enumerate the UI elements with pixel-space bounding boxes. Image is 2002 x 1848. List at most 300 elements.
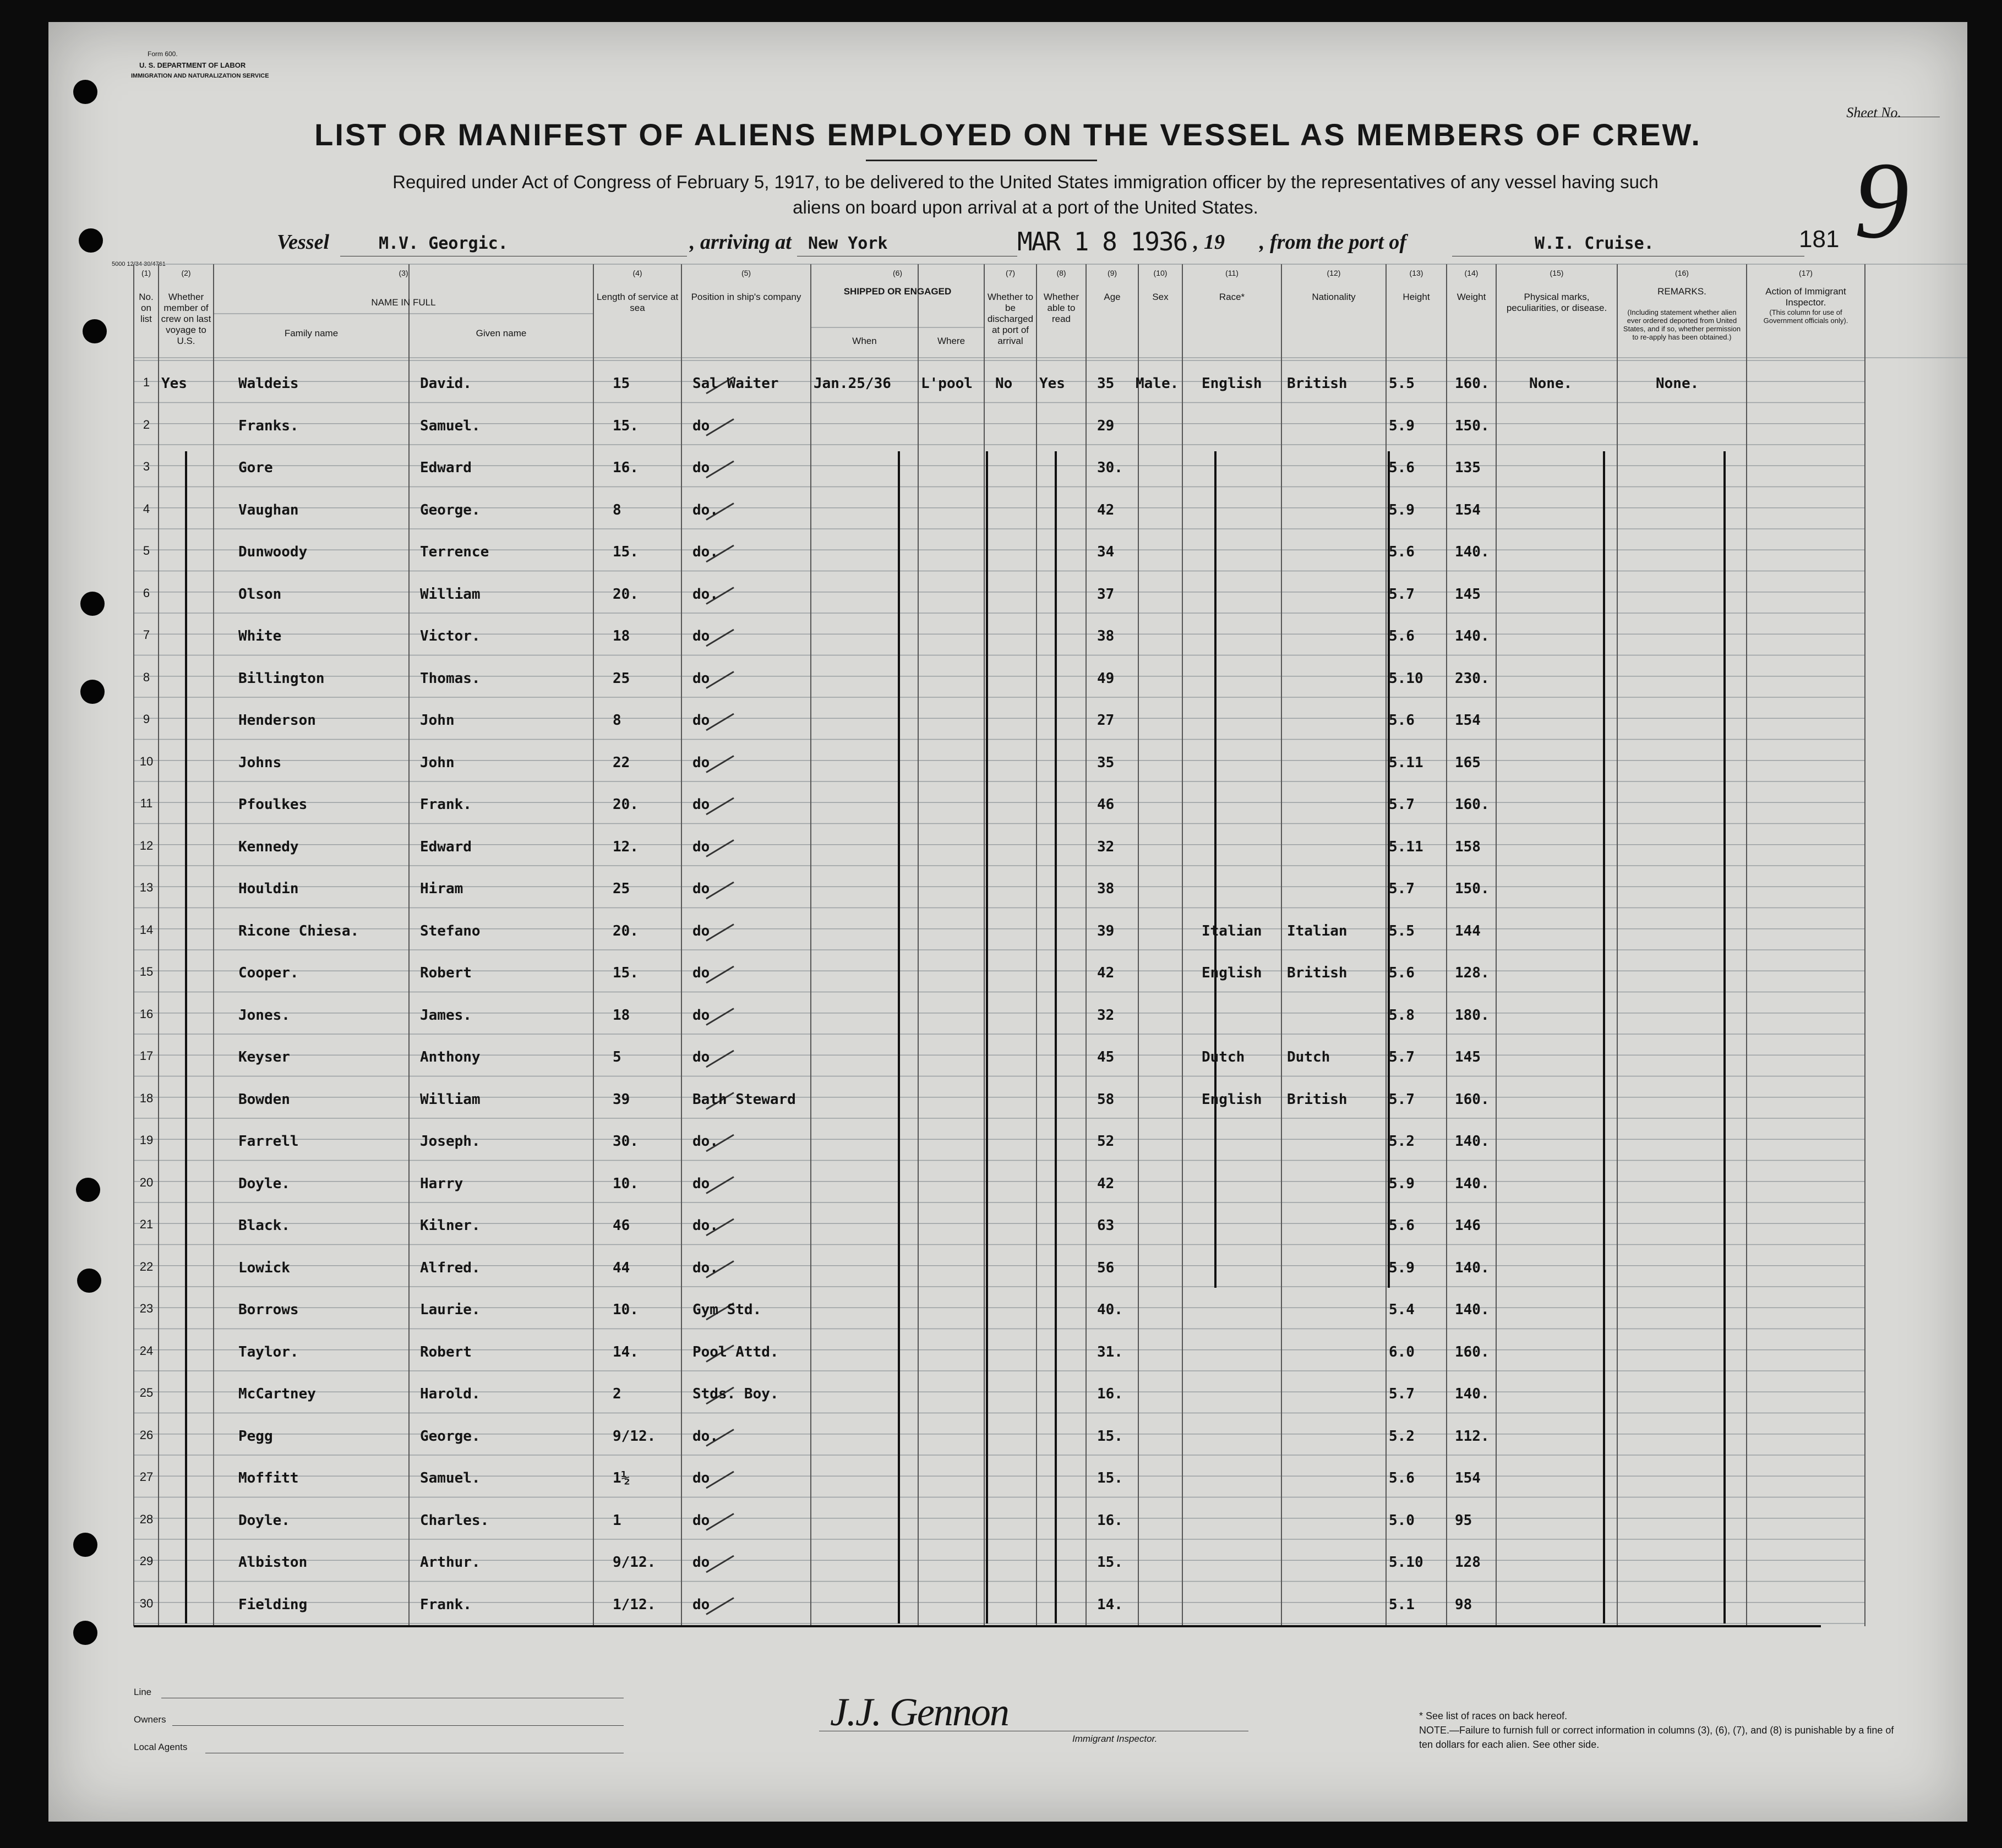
cell-weight: 140. bbox=[1455, 1133, 1490, 1150]
sheet-number-handwritten: 9 bbox=[1854, 140, 1909, 261]
column-subnote: (This column for use of Government officials only). bbox=[1763, 308, 1848, 325]
cell-height: 5.8 bbox=[1389, 1007, 1415, 1024]
arrival-date-stamp: MAR 1 8 1936 bbox=[1017, 227, 1187, 256]
cell-given: Arthur. bbox=[420, 1554, 481, 1571]
owners-field bbox=[172, 1725, 624, 1726]
cell-given: Robert bbox=[420, 965, 472, 981]
cell-age: 42 bbox=[1097, 501, 1115, 518]
cell-family: Waldeis bbox=[238, 375, 299, 392]
column-number: (13) bbox=[1409, 269, 1423, 277]
cell-age: 15. bbox=[1097, 1470, 1123, 1486]
cell-height: 5.5 bbox=[1389, 375, 1415, 392]
cell-given: William bbox=[420, 586, 481, 603]
cell-service: 15. bbox=[613, 417, 639, 434]
cell-n: 10 bbox=[139, 754, 154, 768]
column-lines bbox=[134, 264, 1865, 1626]
cell-n: 9 bbox=[143, 712, 150, 726]
cell-height: 5.9 bbox=[1389, 417, 1415, 434]
column-header: Age bbox=[1104, 292, 1121, 302]
cell-age: 39 bbox=[1097, 922, 1115, 939]
ditto-slash bbox=[706, 714, 734, 730]
cell-height: 5.7 bbox=[1389, 796, 1415, 813]
column-number: (2) bbox=[181, 269, 191, 277]
column-number: (16) bbox=[1675, 269, 1689, 277]
cell-position: do bbox=[692, 1175, 710, 1192]
cell-n: 30 bbox=[139, 1596, 154, 1610]
cell-marks: None. bbox=[1529, 375, 1573, 392]
cell-service: 25 bbox=[613, 670, 630, 687]
cell-sex: Male. bbox=[1136, 375, 1179, 392]
ditto-slash bbox=[706, 1051, 734, 1067]
manifest-number: 181 bbox=[1799, 226, 1840, 253]
cell-position: Stds. Boy. bbox=[692, 1386, 779, 1402]
cell-age: 35 bbox=[1097, 754, 1115, 771]
cell-family: Borrows bbox=[238, 1302, 299, 1318]
cell-service: 20. bbox=[613, 922, 639, 939]
cell-given: Edward bbox=[420, 838, 472, 855]
cell-service: 2 bbox=[613, 1386, 621, 1402]
cell-position: do bbox=[692, 1512, 710, 1529]
column-header: Whether able to read bbox=[1043, 292, 1079, 324]
column-number: (4) bbox=[632, 269, 642, 277]
cell-n: 1 bbox=[143, 375, 150, 389]
cell-family: Ricone Chiesa. bbox=[238, 922, 359, 939]
column-header: Sex bbox=[1152, 292, 1169, 302]
owners-label: Owners bbox=[134, 1714, 166, 1725]
cell-service: 14. bbox=[613, 1343, 639, 1360]
cell-weight: 160. bbox=[1455, 1343, 1490, 1360]
column-number: (9) bbox=[1107, 269, 1117, 277]
cell-n: 26 bbox=[139, 1428, 154, 1442]
column-header: Length of service at sea bbox=[596, 292, 679, 313]
cell-family: Olson bbox=[238, 586, 282, 603]
cell-position: do bbox=[692, 670, 710, 687]
cell-age: 40. bbox=[1097, 1302, 1123, 1318]
cell-weight: 230. bbox=[1455, 670, 1490, 687]
cell-service: 15. bbox=[613, 544, 639, 560]
cell-position: do bbox=[692, 1049, 710, 1065]
cell-family: Lowick bbox=[238, 1259, 290, 1276]
cell-weight: 150. bbox=[1455, 417, 1490, 434]
cell-age: 16. bbox=[1097, 1512, 1123, 1529]
cell-weight: 95 bbox=[1455, 1512, 1472, 1529]
cell-age: 38 bbox=[1097, 628, 1115, 644]
ditto-slash bbox=[706, 1177, 734, 1194]
print-code: 5000 12/34 30/4761 bbox=[112, 261, 166, 267]
inspector-signature: J.J. Gennon bbox=[830, 1690, 1008, 1734]
ditto-slash bbox=[706, 756, 734, 773]
cell-given: George. bbox=[420, 501, 481, 518]
cell-n: 24 bbox=[139, 1343, 154, 1358]
cell-age: 63 bbox=[1097, 1217, 1115, 1234]
cell-height: 5.6 bbox=[1389, 1470, 1415, 1486]
cell-service: 9/12. bbox=[613, 1554, 656, 1571]
cell-position: do bbox=[692, 1554, 710, 1571]
cell-height: 5.6 bbox=[1389, 460, 1415, 476]
cell-disch: No bbox=[995, 375, 1013, 392]
cell-family: White bbox=[238, 628, 282, 644]
cell-given: Samuel. bbox=[420, 417, 481, 434]
cell-given: Edward bbox=[420, 460, 472, 476]
cell-given: Charles. bbox=[420, 1512, 489, 1529]
cell-n: 19 bbox=[139, 1133, 154, 1147]
cell-remarks: None. bbox=[1656, 375, 1699, 392]
cell-given: Anthony bbox=[420, 1049, 481, 1065]
cell-family: Jones. bbox=[238, 1007, 290, 1024]
cell-age: 56 bbox=[1097, 1259, 1115, 1276]
cell-service: 8 bbox=[613, 501, 621, 518]
cell-family: Doyle. bbox=[238, 1175, 290, 1192]
column-header: Height bbox=[1403, 292, 1430, 302]
cell-age: 30. bbox=[1097, 460, 1123, 476]
cell-position: do. bbox=[692, 1133, 718, 1150]
arriving-label: , arriving at bbox=[690, 231, 792, 254]
manifest-sheet bbox=[48, 22, 1967, 1822]
cell-service: 22 bbox=[613, 754, 630, 771]
cell-position: do bbox=[692, 965, 710, 981]
cell-given: John bbox=[420, 712, 455, 729]
column-header: Whether member of crew on last voyage to U.S. bbox=[161, 292, 211, 346]
cell-n: 14 bbox=[139, 922, 154, 937]
cell-height: 5.9 bbox=[1389, 501, 1415, 518]
cell-weight: 165 bbox=[1455, 754, 1481, 771]
cell-n: 4 bbox=[143, 501, 150, 516]
ditto-slash bbox=[706, 672, 734, 688]
cell-service: 20. bbox=[613, 796, 639, 813]
ditto-slash bbox=[706, 925, 734, 941]
cell-given: Harold. bbox=[420, 1386, 481, 1402]
department-name: U. S. DEPARTMENT OF LABOR bbox=[139, 61, 246, 69]
cell-height: 5.6 bbox=[1389, 544, 1415, 560]
cell-given: Hiram bbox=[420, 881, 463, 897]
cell-position: do. bbox=[692, 501, 718, 518]
cell-weight: 140. bbox=[1455, 1386, 1490, 1402]
cell-family: Houldin bbox=[238, 881, 299, 897]
column-number: (1) bbox=[141, 269, 151, 277]
cell-service: 20. bbox=[613, 586, 639, 603]
cell-service: 44 bbox=[613, 1259, 630, 1276]
column-header: No. on list bbox=[139, 292, 154, 324]
cell-weight: 146 bbox=[1455, 1217, 1481, 1234]
cell-position: do bbox=[692, 796, 710, 813]
cell-n: 13 bbox=[139, 881, 154, 894]
cell-given: Frank. bbox=[420, 1596, 472, 1613]
cell-weight: 160. bbox=[1455, 375, 1490, 392]
cell-service: 25 bbox=[613, 881, 630, 897]
cell-height: 5.10 bbox=[1389, 670, 1423, 687]
cell-given: Frank. bbox=[420, 796, 472, 813]
cell-position: do. bbox=[692, 1259, 718, 1276]
column-header: Race* bbox=[1219, 292, 1245, 302]
cell-given: George. bbox=[420, 1428, 481, 1445]
cell-family: Dunwoody bbox=[238, 544, 308, 560]
cell-age: 38 bbox=[1097, 881, 1115, 897]
ditto-slash bbox=[706, 630, 734, 646]
cell-n: 16 bbox=[139, 1007, 154, 1021]
from-port: W.I. Cruise. bbox=[1535, 234, 1654, 253]
column-header: REMARKS. bbox=[1657, 286, 1706, 297]
ditto-slash bbox=[706, 1009, 734, 1025]
cell-weight: 150. bbox=[1455, 881, 1490, 897]
cell-service: 15. bbox=[613, 965, 639, 981]
cell-position: do. bbox=[692, 586, 718, 603]
cell-age: 37 bbox=[1097, 586, 1115, 603]
cell-n: 28 bbox=[139, 1512, 154, 1526]
cell-position: do. bbox=[692, 1428, 718, 1445]
column-number: (8) bbox=[1056, 269, 1066, 277]
cell-weight: 154 bbox=[1455, 712, 1481, 729]
cell-read: Yes bbox=[1039, 375, 1065, 392]
cell-family: Pfoulkes bbox=[238, 796, 308, 813]
column-header: NAME IN FULL bbox=[371, 297, 436, 308]
cell-weight: 140. bbox=[1455, 544, 1490, 560]
ditto-slash bbox=[706, 1514, 734, 1530]
ditto-slash bbox=[706, 966, 734, 983]
cell-height: 5.5 bbox=[1389, 922, 1415, 939]
cell-age: 49 bbox=[1097, 670, 1115, 687]
column-number: (10) bbox=[1153, 269, 1168, 277]
column-header: Nationality bbox=[1312, 292, 1356, 302]
cell-family: Farrell bbox=[238, 1133, 299, 1150]
cell-age: 32 bbox=[1097, 838, 1115, 855]
cell-n: 25 bbox=[139, 1386, 154, 1399]
ditto-slash bbox=[706, 1472, 734, 1488]
cell-position: do bbox=[692, 1007, 710, 1024]
sheet-no-label: Sheet No. bbox=[1846, 105, 1901, 121]
cell-service: 39 bbox=[613, 1091, 630, 1108]
cell-age: 16. bbox=[1097, 1386, 1123, 1402]
cell-family: Vaughan bbox=[238, 501, 299, 518]
cell-family: Kennedy bbox=[238, 838, 299, 855]
cell-when: Jan.25/36 bbox=[814, 375, 891, 392]
cell-weight: 154 bbox=[1455, 501, 1481, 518]
cell-age: 14. bbox=[1097, 1596, 1123, 1613]
column-header: Action of Immigrant Inspector. bbox=[1765, 286, 1846, 308]
cell-given: Thomas. bbox=[420, 670, 481, 687]
cell-nat: Dutch bbox=[1287, 1049, 1330, 1065]
cell-weight: 158 bbox=[1455, 838, 1481, 855]
cell-given: Terrence bbox=[420, 544, 489, 560]
cell-n: 21 bbox=[139, 1217, 154, 1231]
vessel-label: Vessel bbox=[277, 231, 329, 254]
column-header: Position in ship's company bbox=[691, 292, 801, 302]
cell-n: 12 bbox=[139, 838, 154, 852]
cell-height: 5.7 bbox=[1389, 1049, 1415, 1065]
cell-age: 15. bbox=[1097, 1428, 1123, 1445]
cell-n: 8 bbox=[143, 670, 150, 684]
cell-service: 18 bbox=[613, 1007, 630, 1024]
cell-family: Bowden bbox=[238, 1091, 290, 1108]
cell-age: 45 bbox=[1097, 1049, 1115, 1065]
cell-height: 5.7 bbox=[1389, 586, 1415, 603]
ditto-slash bbox=[706, 1598, 734, 1615]
cell-height: 5.2 bbox=[1389, 1133, 1415, 1150]
cell-height: 5.0 bbox=[1389, 1512, 1415, 1529]
cell-nat: British bbox=[1287, 375, 1348, 392]
cell-weight: 160. bbox=[1455, 796, 1490, 813]
column-number: (14) bbox=[1464, 269, 1479, 277]
cell-position: do bbox=[692, 1470, 710, 1486]
cell-position: do. bbox=[692, 544, 718, 560]
cell-position: Gym Std. bbox=[692, 1302, 762, 1318]
cell-height: 5.2 bbox=[1389, 1428, 1415, 1445]
cell-race: Italian bbox=[1202, 922, 1262, 939]
cell-service: 10. bbox=[613, 1175, 639, 1192]
cell-age: 31. bbox=[1097, 1343, 1123, 1360]
form-number: Form 600. bbox=[148, 50, 178, 58]
column-number: (15) bbox=[1550, 269, 1564, 277]
cell-race: Dutch bbox=[1202, 1049, 1245, 1065]
cell-given: Victor. bbox=[420, 628, 481, 644]
year-label: , 19 bbox=[1193, 231, 1225, 254]
cell-family: Albiston bbox=[238, 1554, 308, 1571]
cell-height: 5.7 bbox=[1389, 1386, 1415, 1402]
cell-service: 12. bbox=[613, 838, 639, 855]
cell-height: 5.6 bbox=[1389, 628, 1415, 644]
ditto-slash bbox=[706, 1556, 734, 1572]
cell-given: Stefano bbox=[420, 922, 481, 939]
cell-age: 58 bbox=[1097, 1091, 1115, 1108]
cell-n: 7 bbox=[143, 628, 150, 642]
cell-height: 5.11 bbox=[1389, 754, 1423, 771]
column-subheader: Family name bbox=[284, 328, 339, 338]
cell-n: 15 bbox=[139, 965, 154, 978]
cell-n: 29 bbox=[139, 1554, 154, 1568]
cell-weight: 145 bbox=[1455, 586, 1481, 603]
service-name: IMMIGRATION AND NATURALIZATION SERVICE bbox=[131, 73, 269, 79]
cell-position: do bbox=[692, 922, 710, 939]
cell-age: 42 bbox=[1097, 1175, 1115, 1192]
cell-position: do bbox=[692, 754, 710, 771]
cell-age: 46 bbox=[1097, 796, 1115, 813]
cell-weight: 112. bbox=[1455, 1428, 1490, 1445]
cell-weight: 98 bbox=[1455, 1596, 1472, 1613]
column-number: (5) bbox=[741, 269, 751, 277]
form-title: LIST OR MANIFEST OF ALIENS EMPLOYED ON THE VESSEL AS MEMBERS OF CREW. bbox=[314, 117, 1701, 152]
cell-where: L'pool bbox=[921, 375, 973, 392]
cell-position: do bbox=[692, 838, 710, 855]
vessel-name: M.V. Georgic. bbox=[379, 234, 508, 253]
cell-position: do bbox=[692, 628, 710, 644]
cell-given: Alfred. bbox=[420, 1259, 481, 1276]
cell-service: 8 bbox=[613, 712, 621, 729]
cell-service: 1½ bbox=[613, 1470, 630, 1486]
column-subheader: Given name bbox=[476, 328, 527, 338]
cell-family: Taylor. bbox=[238, 1343, 299, 1360]
cell-weight: 140. bbox=[1455, 1302, 1490, 1318]
cell-weight: 128. bbox=[1455, 965, 1490, 981]
column-header: Weight bbox=[1457, 292, 1486, 302]
cell-height: 5.11 bbox=[1389, 838, 1423, 855]
cell-height: 5.9 bbox=[1389, 1259, 1415, 1276]
cell-family: Johns bbox=[238, 754, 282, 771]
cell-age: 29 bbox=[1097, 417, 1115, 434]
cell-service: 46 bbox=[613, 1217, 630, 1234]
arriving-port: New York bbox=[808, 234, 888, 253]
inspector-label: Immigrant Inspector. bbox=[1072, 1734, 1158, 1744]
cell-given: Samuel. bbox=[420, 1470, 481, 1486]
cell-position: do bbox=[692, 417, 710, 434]
cell-family: Fielding bbox=[238, 1596, 308, 1613]
cell-height: 5.9 bbox=[1389, 1175, 1415, 1192]
cell-nat: British bbox=[1287, 1091, 1348, 1108]
cell-height: 5.4 bbox=[1389, 1302, 1415, 1318]
cell-age: 35 bbox=[1097, 375, 1115, 392]
cell-n: 2 bbox=[143, 417, 150, 431]
cell-weight: 180. bbox=[1455, 1007, 1490, 1024]
cell-family: Gore bbox=[238, 460, 273, 476]
line-label: Line bbox=[134, 1687, 152, 1697]
cell-service: 5 bbox=[613, 1049, 621, 1065]
cell-family: Black. bbox=[238, 1217, 290, 1234]
cell-n: 17 bbox=[139, 1049, 154, 1063]
cell-n: 6 bbox=[143, 586, 150, 600]
form-subtitle: Required under Act of Congress of February 5, 1917, to be delivered to the United States immigration officer by the representatives of any vessel having such aliens on board upon arrival at a port of the United States. bbox=[392, 172, 1659, 217]
local-agents-label: Local Agents bbox=[134, 1742, 188, 1752]
cell-height: 5.10 bbox=[1389, 1554, 1423, 1571]
cell-crew: Yes bbox=[161, 375, 187, 392]
cell-given: Joseph. bbox=[420, 1133, 481, 1150]
cell-height: 5.6 bbox=[1389, 965, 1415, 981]
cell-family: Henderson bbox=[238, 712, 316, 729]
cell-n: 20 bbox=[139, 1175, 154, 1189]
cell-given: James. bbox=[420, 1007, 472, 1024]
cell-weight: 140. bbox=[1455, 628, 1490, 644]
cell-family: Moffitt bbox=[238, 1470, 299, 1486]
cell-family: Cooper. bbox=[238, 965, 299, 981]
cell-age: 52 bbox=[1097, 1133, 1115, 1150]
cell-service: 10. bbox=[613, 1302, 639, 1318]
column-number: (6) bbox=[892, 269, 903, 277]
cell-race: English bbox=[1202, 965, 1262, 981]
cell-service: 9/12. bbox=[613, 1428, 656, 1445]
cell-position: do bbox=[692, 881, 710, 897]
cell-family: Franks. bbox=[238, 417, 299, 434]
cell-position: do. bbox=[692, 1217, 718, 1234]
cell-weight: 145 bbox=[1455, 1049, 1481, 1065]
cell-position: Pool Attd. bbox=[692, 1343, 779, 1360]
cell-weight: 144 bbox=[1455, 922, 1481, 939]
cell-weight: 140. bbox=[1455, 1175, 1490, 1192]
cell-n: 3 bbox=[143, 460, 150, 473]
cell-given: John bbox=[420, 754, 455, 771]
ditto-slash bbox=[706, 461, 734, 478]
cell-n: 18 bbox=[139, 1091, 154, 1105]
cell-given: Laurie. bbox=[420, 1302, 481, 1318]
cell-n: 27 bbox=[139, 1470, 154, 1484]
cell-height: 5.7 bbox=[1389, 881, 1415, 897]
from-port-label: , from the port of bbox=[1259, 231, 1407, 254]
cell-position: do bbox=[692, 712, 710, 729]
cell-given: William bbox=[420, 1091, 481, 1108]
column-subheader: When bbox=[852, 336, 877, 346]
cell-family: Pegg bbox=[238, 1428, 273, 1445]
ditto-slash bbox=[706, 882, 734, 899]
footnote: * See list of races on back hereof. NOTE.—Failure to furnish full or correct information in columns (3), (6), (7), and (8) is punishable by a fine of ten dollars for each alien. See other side. bbox=[1419, 1710, 1894, 1750]
cell-position: do bbox=[692, 460, 710, 476]
column-number: (17) bbox=[1799, 269, 1813, 277]
cell-age: 34 bbox=[1097, 544, 1115, 560]
column-subnote: (Including statement whether alien ever ordered deported from United States, and if so, whether permission to re-apply has been obtained.) bbox=[1623, 308, 1741, 341]
cell-position: Sal Waiter bbox=[692, 375, 779, 392]
cell-service: 30. bbox=[613, 1133, 639, 1150]
cell-height: 5.7 bbox=[1389, 1091, 1415, 1108]
ditto-slash bbox=[706, 840, 734, 857]
cell-age: 15. bbox=[1097, 1554, 1123, 1571]
cell-n: 22 bbox=[139, 1259, 154, 1273]
cell-n: 5 bbox=[143, 544, 150, 557]
column-header: SHIPPED OR ENGAGED bbox=[843, 286, 952, 297]
